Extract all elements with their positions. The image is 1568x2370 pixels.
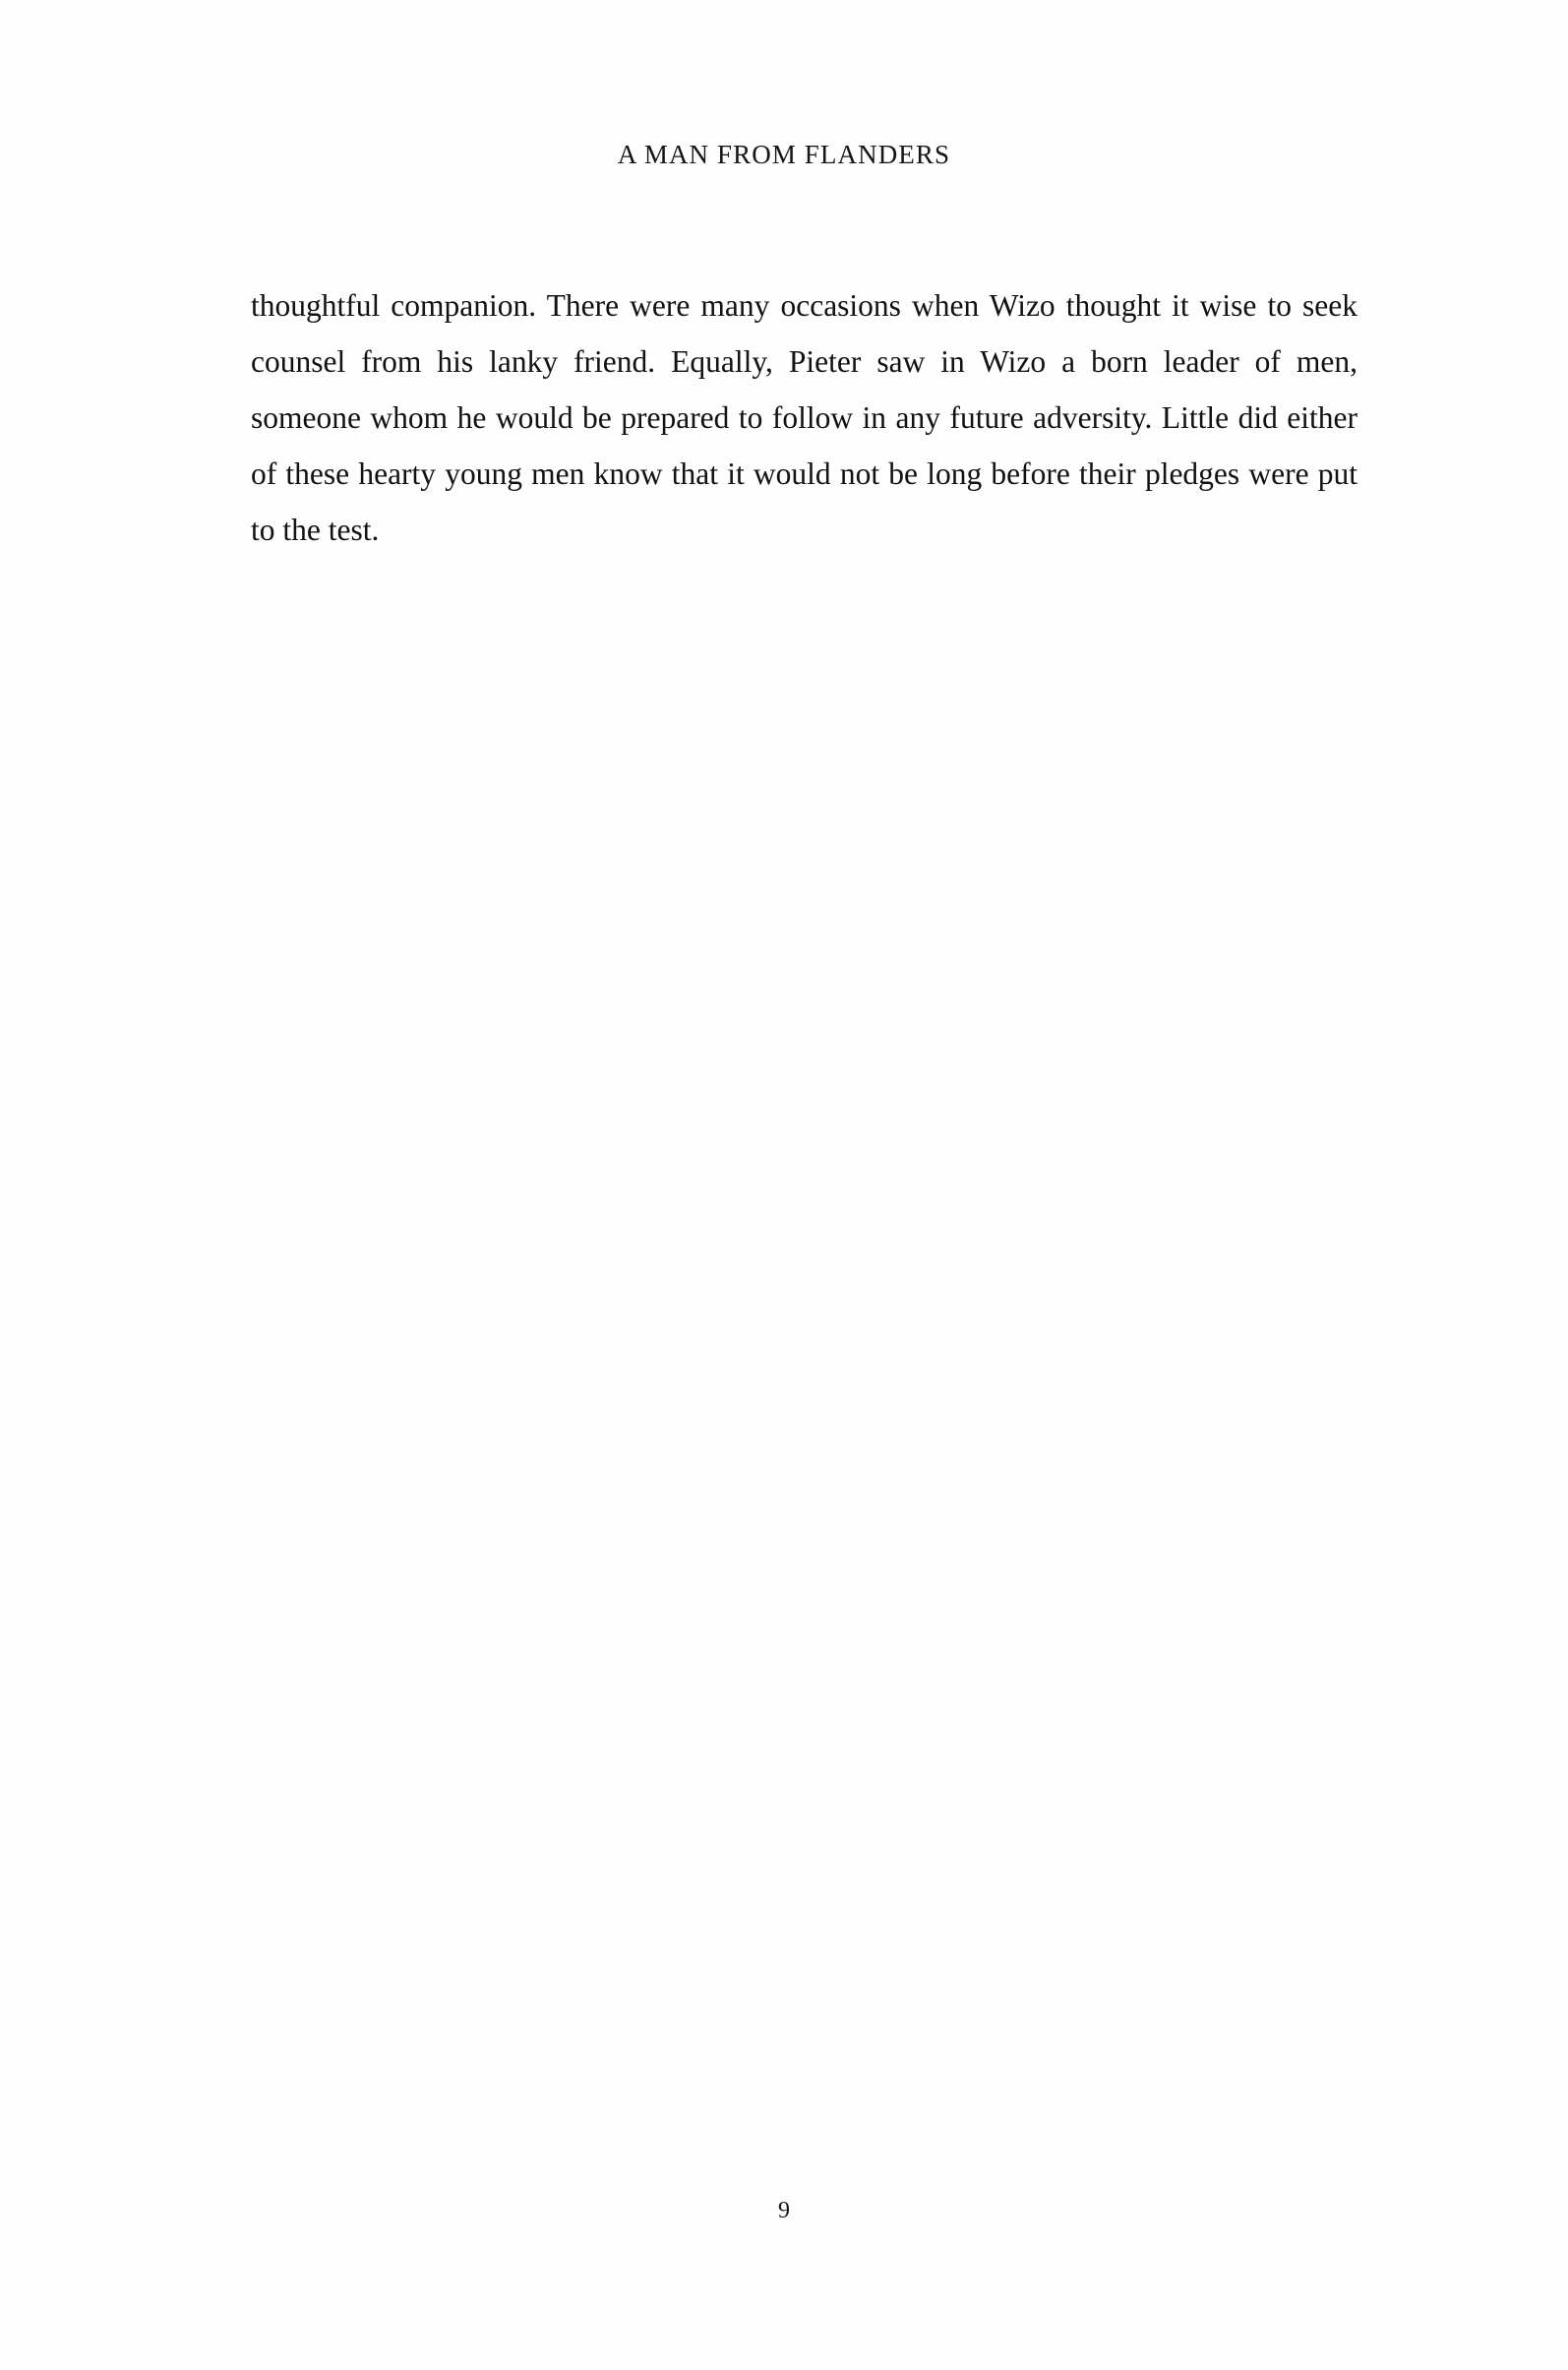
page-number: 9	[778, 2198, 790, 2223]
paragraph: thoughtful companion. There were many occasions when Wizo thought it wise to seek counsel from his lanky friend. Equally, Pieter saw in Wizo a born leader of men, someone whom he would be prepared to follow in any future adversity. Little did either of these hearty young men know that it would not be long before their pledges were put to the test.	[251, 288, 1357, 547]
running-head: A MAN FROM FLANDERS	[617, 140, 951, 169]
body-text-block	[251, 277, 1357, 558]
